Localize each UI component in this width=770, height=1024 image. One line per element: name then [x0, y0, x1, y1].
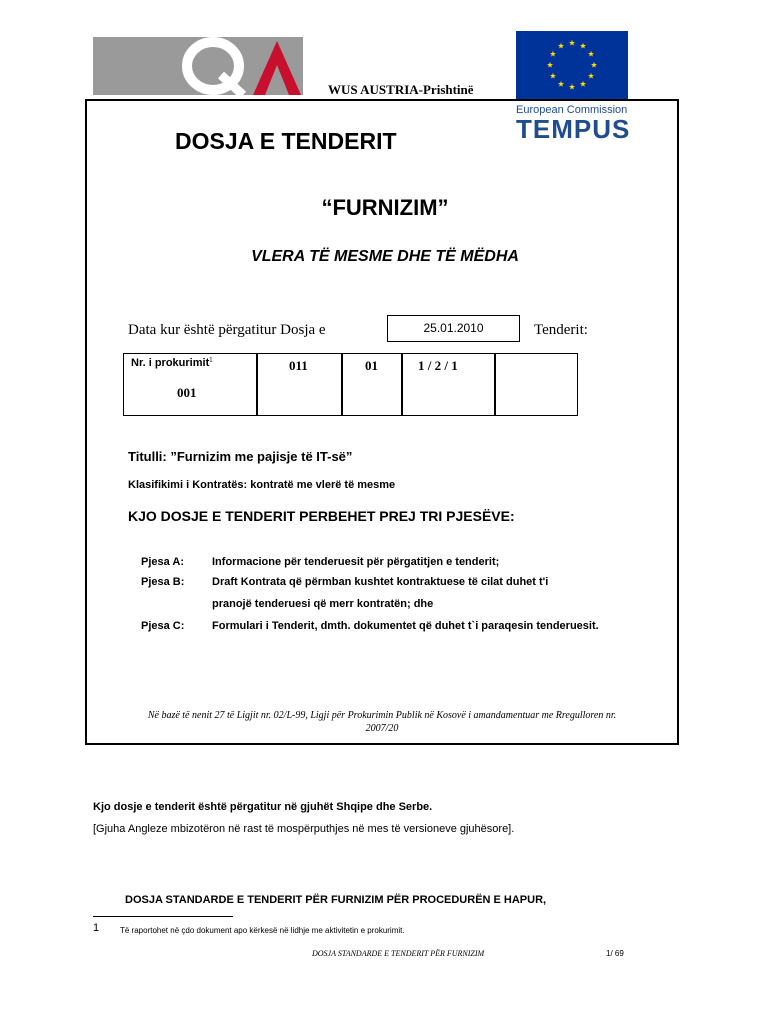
- organization-label: WUS AUSTRIA-Prishtinë: [328, 82, 474, 97]
- procurement-cell: [494, 353, 578, 416]
- page-number: 1/ 69: [606, 949, 624, 958]
- european-commission-label: European Commission: [516, 104, 628, 116]
- footnote-reference: 1: [209, 357, 213, 364]
- legal-basis-note: [95, 709, 669, 735]
- procurement-cell-value: 1 / 2 / 1: [418, 358, 458, 373]
- prepared-date-field: 25.01.2010: [387, 315, 520, 342]
- value-class-heading: VLERA TË MESME DHE TË MËDHA: [251, 248, 519, 265]
- procurement-number-label: [131, 357, 213, 369]
- procurement-cell-value: 011: [289, 358, 308, 373]
- part-a-label: Pjesa A:: [141, 556, 185, 568]
- eu-flag-icon: [516, 31, 628, 99]
- document-title: DOSJA E TENDERIT: [175, 128, 397, 154]
- footnote-text: Të raportohet në çdo dokument apo kërkesë në lidhje me aktivitetin e prokurimit.: [120, 926, 405, 935]
- part-b-label: Pjesa B:: [141, 576, 185, 588]
- prepared-date-label: Data kur është përgatitur Dosja e: [128, 322, 326, 338]
- tender-title: Titulli: ”Furnizim me pajisje të IT-së”: [128, 449, 353, 464]
- footnote-separator: [93, 916, 233, 917]
- legal-note-line: 2007/20: [365, 723, 399, 734]
- standard-document-title: DOSJA STANDARDE E TENDERIT PËR FURNIZIM PËR PROCEDURËN E HAPUR,: [125, 894, 547, 906]
- prepared-date-suffix: Tenderit:: [534, 322, 588, 338]
- procurement-cell-value: 01: [365, 358, 378, 373]
- footnote-number: 1: [93, 922, 100, 934]
- tempus-logo-text: TEMPUS: [516, 114, 631, 144]
- procurement-label-text: Nr. i prokurimit: [131, 357, 210, 369]
- part-c-text: Formulari i Tenderit, dmth. dokumentet që duhet t`i paraqesin tenderuesit.: [212, 620, 599, 632]
- contract-classification: Klasifikimi i Kontratës: kontratë me vlerë të mesme: [128, 479, 396, 491]
- qa-logo: [93, 37, 303, 95]
- language-precedence-note: [Gjuha Angleze mbizotëron në rast të mospërputhjes në mes të versioneve gjuhësore].: [93, 823, 515, 835]
- part-c-label: Pjesa C:: [141, 620, 185, 632]
- parts-heading: KJO DOSJE E TENDERIT PERBEHET PREJ TRI PJESËVE:: [128, 508, 515, 524]
- language-statement: Kjo dosje e tenderit është përgatitur në gjuhët Shqipe dhe Serbe.: [93, 801, 433, 813]
- page-footer-title: DOSJA STANDARDE E TENDERIT PËR FURNIZIM: [312, 949, 485, 958]
- part-b-text-continued: pranojë tenderuesi që merr kontratën; dhe: [212, 598, 434, 610]
- document-subtitle: “FURNIZIM”: [321, 195, 449, 220]
- part-b-text: Draft Kontrata që përmban kushtet kontraktuese të cilat duhet t'i: [212, 576, 549, 588]
- part-a-text: Informacione për tenderuesit për përgatitjen e tenderit;: [212, 556, 500, 568]
- legal-note-line: Në bazë të nenit 27 të Ligjit nr. 02/L-99, Ligji për Prokurimin Publik në Kosovë i amandamentuar me Rregulloren nr.: [147, 710, 617, 721]
- procurement-number: 001: [177, 385, 197, 400]
